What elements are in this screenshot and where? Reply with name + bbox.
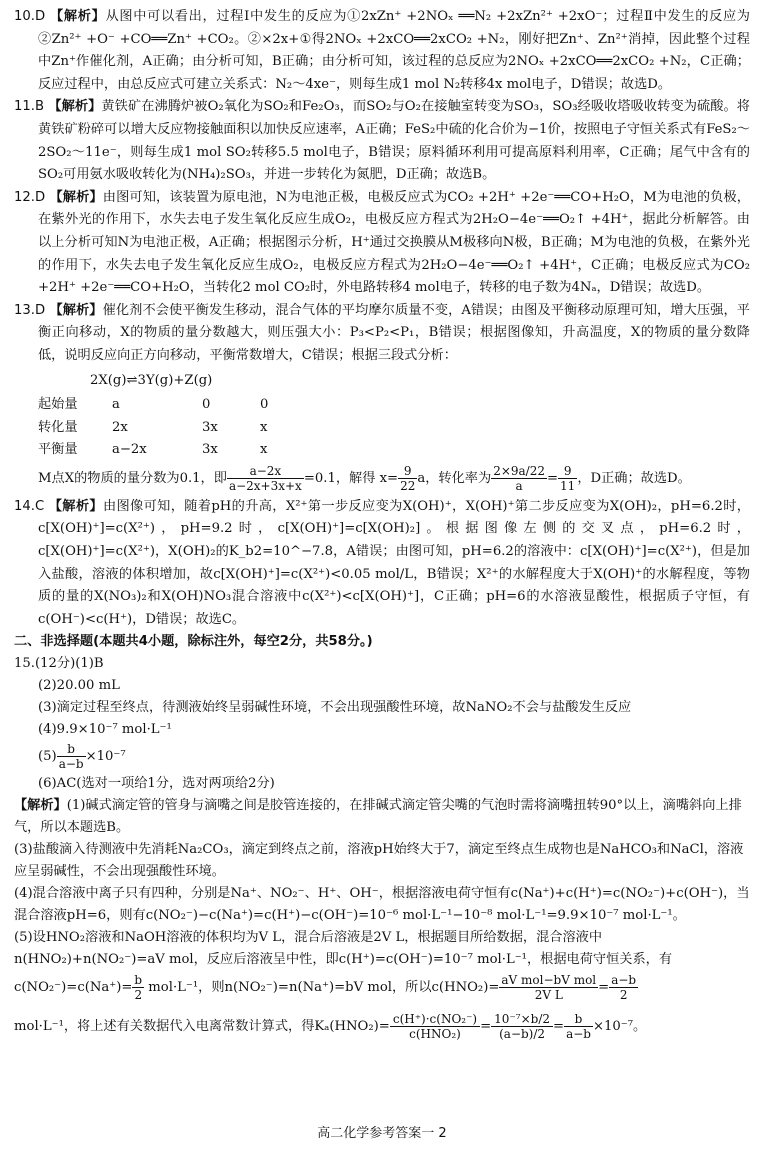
q13-paragraph xyxy=(14,300,750,368)
q12-block xyxy=(14,187,750,300)
cell-y: 0 xyxy=(202,397,211,413)
q13-final-line xyxy=(14,462,750,496)
q15-answer-4: (4)9.9×10⁻⁷ mol·L⁻¹ xyxy=(38,722,172,738)
q15-block xyxy=(14,653,750,1049)
cell-y: 3x xyxy=(202,442,218,458)
q13-final-end: ，D正确；故选D。 xyxy=(577,470,691,486)
frac-top: a−b xyxy=(611,973,637,988)
q11-number: 11.B xyxy=(14,99,45,115)
cell-z: x xyxy=(260,442,268,458)
table-row xyxy=(38,417,320,440)
q11-tag: 【解析】 xyxy=(48,99,102,115)
row-label: 起始量 xyxy=(38,397,78,413)
row-label: 平衡量 xyxy=(38,442,78,458)
q15-explanation-1 xyxy=(14,795,750,839)
frac-top: b xyxy=(134,973,143,988)
exp5c-fraction-1 xyxy=(390,1012,480,1041)
frac-top: 9 xyxy=(398,464,417,479)
exp5c-end: ×10⁻⁷。 xyxy=(592,1019,647,1035)
section-heading: 二、非选择题(本题共4小题，除标注外，每空2分，共58分。) xyxy=(14,634,373,650)
q13-block xyxy=(14,300,750,496)
q13-final-pre: M点X的物质的量分数为0.1，即 xyxy=(38,470,227,486)
row-label: 转化量 xyxy=(38,419,78,435)
q13-final-mid2: a，转化率为 xyxy=(417,470,492,486)
table-row xyxy=(38,394,320,417)
q10-number: 10.D xyxy=(14,9,46,24)
exp5c-eq2: = xyxy=(553,1019,565,1035)
q15-a5-pre: (5) xyxy=(38,749,57,765)
cell-x: a xyxy=(112,397,120,413)
exp5b-pre: c(NO₂⁻)=c(Na⁺)= xyxy=(14,980,133,996)
q13-tag: 【解析】 xyxy=(49,302,103,318)
table-row xyxy=(38,439,320,462)
frac-bottom: a−b xyxy=(566,1027,591,1042)
frac-top: aV mol−bV mol xyxy=(501,973,597,988)
frac-bottom: (a−b)/2 xyxy=(499,1027,546,1042)
exp5b-eq: = xyxy=(598,980,610,996)
exp5b-fraction-2 xyxy=(499,973,598,1002)
q10-paragraph xyxy=(14,6,750,96)
exp5c-fraction-2 xyxy=(491,1012,553,1041)
q10-text: 从图中可以看出，过程Ⅰ中发生的反应为①2xZn⁺ +2NOₓ ══N₂ +2xZn²⁺ +2xO⁻；过程Ⅱ中发生的反应为②Zn²⁺ +O⁻ +CO══Zn⁺ +CO₂。②×2x+①得2NOₓ +2xCO══2xCO₂ +N₂，刚好把Zn⁺、Zn²⁺消掉，因此整个过程中Zn⁺作催化剂，A正确；由分析可知，B正确；由分析可知，该过程的总反应为2NOₓ +2xCO══2xCO₂ +N₂，C正确；反应过程中，由总反应式可建立关系式：N₂～4xe⁻，则每生成1 mol N₂转移4x mol电子，D错误；故选D。 xyxy=(38,9,750,92)
exp5b-mid: mol·L⁻¹，则n(NO₂⁻)=n(Na⁺)=bV mol，所以c(HNO₂)= xyxy=(144,980,500,996)
q14-tag: 【解析】 xyxy=(48,498,103,514)
q15-explanation-5c xyxy=(14,1005,750,1049)
frac-top: b xyxy=(564,1012,593,1027)
q14-paragraph xyxy=(14,496,750,632)
exp5c-pre: mol·L⁻¹，将上述有关数据代入电离常数计算式，得Kₐ(HNO₂)= xyxy=(14,1019,390,1035)
q11-block xyxy=(14,96,750,186)
exp5b-fraction-3 xyxy=(609,973,638,1002)
q13-text: 催化剂不会使平衡发生移动，混合气体的平均摩尔质量不变，A错误；由图及平衡移动原理可知，增大压强，平衡正向移动，X的物质的量分数越大，则压强大小：P₃<P₂<P₁，B错误；根据图像知，升高温度，X的物质的量分数降低，说明反应向正方向移动，平衡常数增大，C错误；根据三段式分析： xyxy=(38,302,750,363)
q13-fraction-3 xyxy=(491,464,547,493)
q15-a5-fraction xyxy=(57,742,86,771)
frac-top: c(H⁺)·c(NO₂⁻) xyxy=(390,1012,480,1027)
q15-a5-post: ×10⁻⁷ xyxy=(85,749,126,765)
cell-z: 0 xyxy=(260,397,269,413)
q15-exp1-text: (1)碱式滴定管的管身与滴嘴之间是胶管连接的，在排碱式滴定管尖嘴的气泡时需将滴嘴扭转90°以上，滴嘴斜向上排气，所以本题选B。 xyxy=(14,798,742,836)
exp5c-eq1: = xyxy=(480,1019,492,1035)
frac-top: b xyxy=(57,742,86,757)
exp5c-fraction-3 xyxy=(564,1012,593,1041)
frac-bottom: a−2x+3x+x xyxy=(228,478,302,493)
q14-text: 由图像可知，随着pH的升高，X²⁺第一步反应变为X(OH)⁺，X(OH)⁺第二步反应变为X(OH)₂，pH=6.2时，c[X(OH)⁺]=c(X²⁺)，pH=9.2时，c[X(OH)⁺]=c[X(OH)₂]。根据图像左侧的交叉点，pH=6.2时，c[X(OH)⁺]=c(X²⁺)，X(OH)₂的K_b2=10^−7.8，A错误；由图可知，pH=6.2的溶液中：c[X(OH)⁺]=c(X²⁺)，但是加入盐酸，溶液的体积增加，故c[X(OH)⁺]=c(X²⁺)<0.05 mol/L，B错误；X²⁺的水解程度大于X(OH)⁺的水解程度，等物质的量的X(NO₃)₂和X(OH)NO₃混合溶液中c(X²⁺)<c[X(OH)⁺]，C正确；pH=6的水溶液显酸性，根据质子守恒，有c(OH⁻)<c(H⁺)，D错误；故选C。 xyxy=(38,498,750,627)
q15-explanation-3: (3)盐酸滴入待测液中先消耗Na₂CO₃，滴定到终点之前，溶液pH始终大于7，滴定至终点生成物也是NaHCO₃和NaCl，溶液应呈弱碱性，不会出现强酸性环境。 xyxy=(14,842,744,880)
q15-answer-3: (3)滴定过程至终点，待测液始终呈弱碱性环境，不会出现强酸性环境，故NaNO₂不会与盐酸发生反应 xyxy=(38,700,632,716)
exp5b-fraction-1 xyxy=(132,973,144,1002)
q13-fraction-4 xyxy=(558,464,577,493)
frac-bottom: 2 xyxy=(134,988,143,1003)
q10-block xyxy=(14,6,750,96)
q15-head: 15.(12分)(1)B xyxy=(14,656,104,672)
cell-x: a−2x xyxy=(112,442,147,458)
q12-text: 由图可知，该装置为原电池，N为电池正极，电极反应式为CO₂ +2H⁺ +2e⁻══CO+H₂O，M为电池的负极，在紫外光的作用下，水失去电子发生氧化反应生成O₂，电极反应方程式为2H₂O−4e⁻══O₂↑ +4H⁺，据此分析解答。由以上分析可知N为电池正极，A正确；根据图示分析，H⁺通过交换膜从M极移向N极，B正确；M为电池的负极，在紫外光的作用下，水失去电子发生氧化反应生成O₂，电极反应方程式为2H₂O−4e⁻══O₂↑ +4H⁺，C正确；电极反应式为CO₂ +2H⁺ +2e⁻══CO+H₂O，当转化2 mol CO₂时，外电路转移4 mol电子，转移的电子数为4Nₐ，D错误；故选D。 xyxy=(38,189,750,296)
frac-bottom: 22 xyxy=(400,478,416,493)
q13-equation: 2X(g)⇌3Y(g)+Z(g) xyxy=(90,372,213,388)
q15-explanation-5a: (5)设HNO₂溶液和NaOH溶液的体积均为V L，混合后溶液是2V L，根据题目所给数据，混合溶液中n(HNO₂)+n(NO₂⁻)=aV mol，反应后溶液呈中性，即c(H⁺)=c(OH⁻)=10⁻⁷ mol·L⁻¹，根据电荷守恒关系，有 xyxy=(14,930,673,968)
q15-exp-tag: 【解析】 xyxy=(14,798,67,814)
q12-number: 12.D xyxy=(14,189,46,205)
frac-bottom: 2 xyxy=(619,988,628,1003)
frac-bottom: a xyxy=(515,478,523,493)
frac-bottom: 11 xyxy=(560,478,576,493)
frac-top: 2×9a/22 xyxy=(493,463,545,478)
frac-top: 9 xyxy=(558,464,577,479)
q13-fraction-1 xyxy=(227,464,304,493)
q15-answer-5 xyxy=(14,741,750,773)
q13-number: 13.D xyxy=(14,302,46,318)
q15-answer-6: (6)AC(选对一项给1分，选对两项给2分) xyxy=(38,776,275,792)
q13-fraction-2 xyxy=(398,464,417,493)
q13-final-mid3: = xyxy=(546,470,559,486)
q12-paragraph xyxy=(14,187,750,300)
q12-tag: 【解析】 xyxy=(49,189,103,205)
q15-explanation-4: (4)混合溶液中离子只有四种，分别是Na⁺、NO₂⁻、H⁺、OH⁻，根据溶液电荷守恒有c(Na⁺)+c(H⁺)=c(NO₂⁻)+c(OH⁻)，当混合溶液pH=6，则有c(NO₂⁻)−c(Na⁺)=c(H⁺)−c(OH⁻)=10⁻⁶ mol·L⁻¹−10⁻⁸ mol·L⁻¹=9.9×10⁻⁷ mol·L⁻¹。 xyxy=(14,886,750,924)
q11-text: 黄铁矿在沸腾炉被O₂氧化为SO₂和Fe₂O₃，而SO₂与O₂在接触室转变为SO₃，SO₃经吸收塔吸收转变为硫酸。将黄铁矿粉碎可以增大反应物接触面积以加快反应速率，A正确；FeS₂中硫的化合价为−1价，按照电子守恒关系式有FeS₂～2SO₂～11e⁻，则每生成1 mol SO₂转移5.5 mol电子，B错误；原料循环利用可提高原料利用率，C正确；尾气中含有的SO₂可用氨水吸收转化为(NH₄)₂SO₃，并进一步转化为氮肥，D正确；故选B。 xyxy=(38,99,750,183)
frac-bottom: a−b xyxy=(58,757,84,772)
frac-top: a−2x xyxy=(227,464,304,479)
q15-answer-2: (2)20.00 mL xyxy=(38,678,120,694)
q14-number: 14.C xyxy=(14,498,45,514)
cell-z: x xyxy=(260,419,268,435)
q10-tag: 【解析】 xyxy=(50,9,106,24)
page-footer: 高二化学参考答案一 2 xyxy=(317,1126,447,1141)
q13-three-stage-table xyxy=(38,394,320,462)
frac-top: 10⁻⁷×b/2 xyxy=(491,1012,553,1027)
cell-y: 3x xyxy=(202,419,218,435)
frac-bottom: c(HNO₂) xyxy=(409,1027,461,1042)
q11-paragraph xyxy=(14,96,750,186)
cell-x: 2x xyxy=(112,419,128,435)
q14-block xyxy=(14,496,750,632)
frac-bottom: 2V L xyxy=(534,988,563,1003)
q13-final-mid1: =0.1，解得 x= xyxy=(303,470,399,486)
q15-explanation-5b xyxy=(14,971,750,1005)
